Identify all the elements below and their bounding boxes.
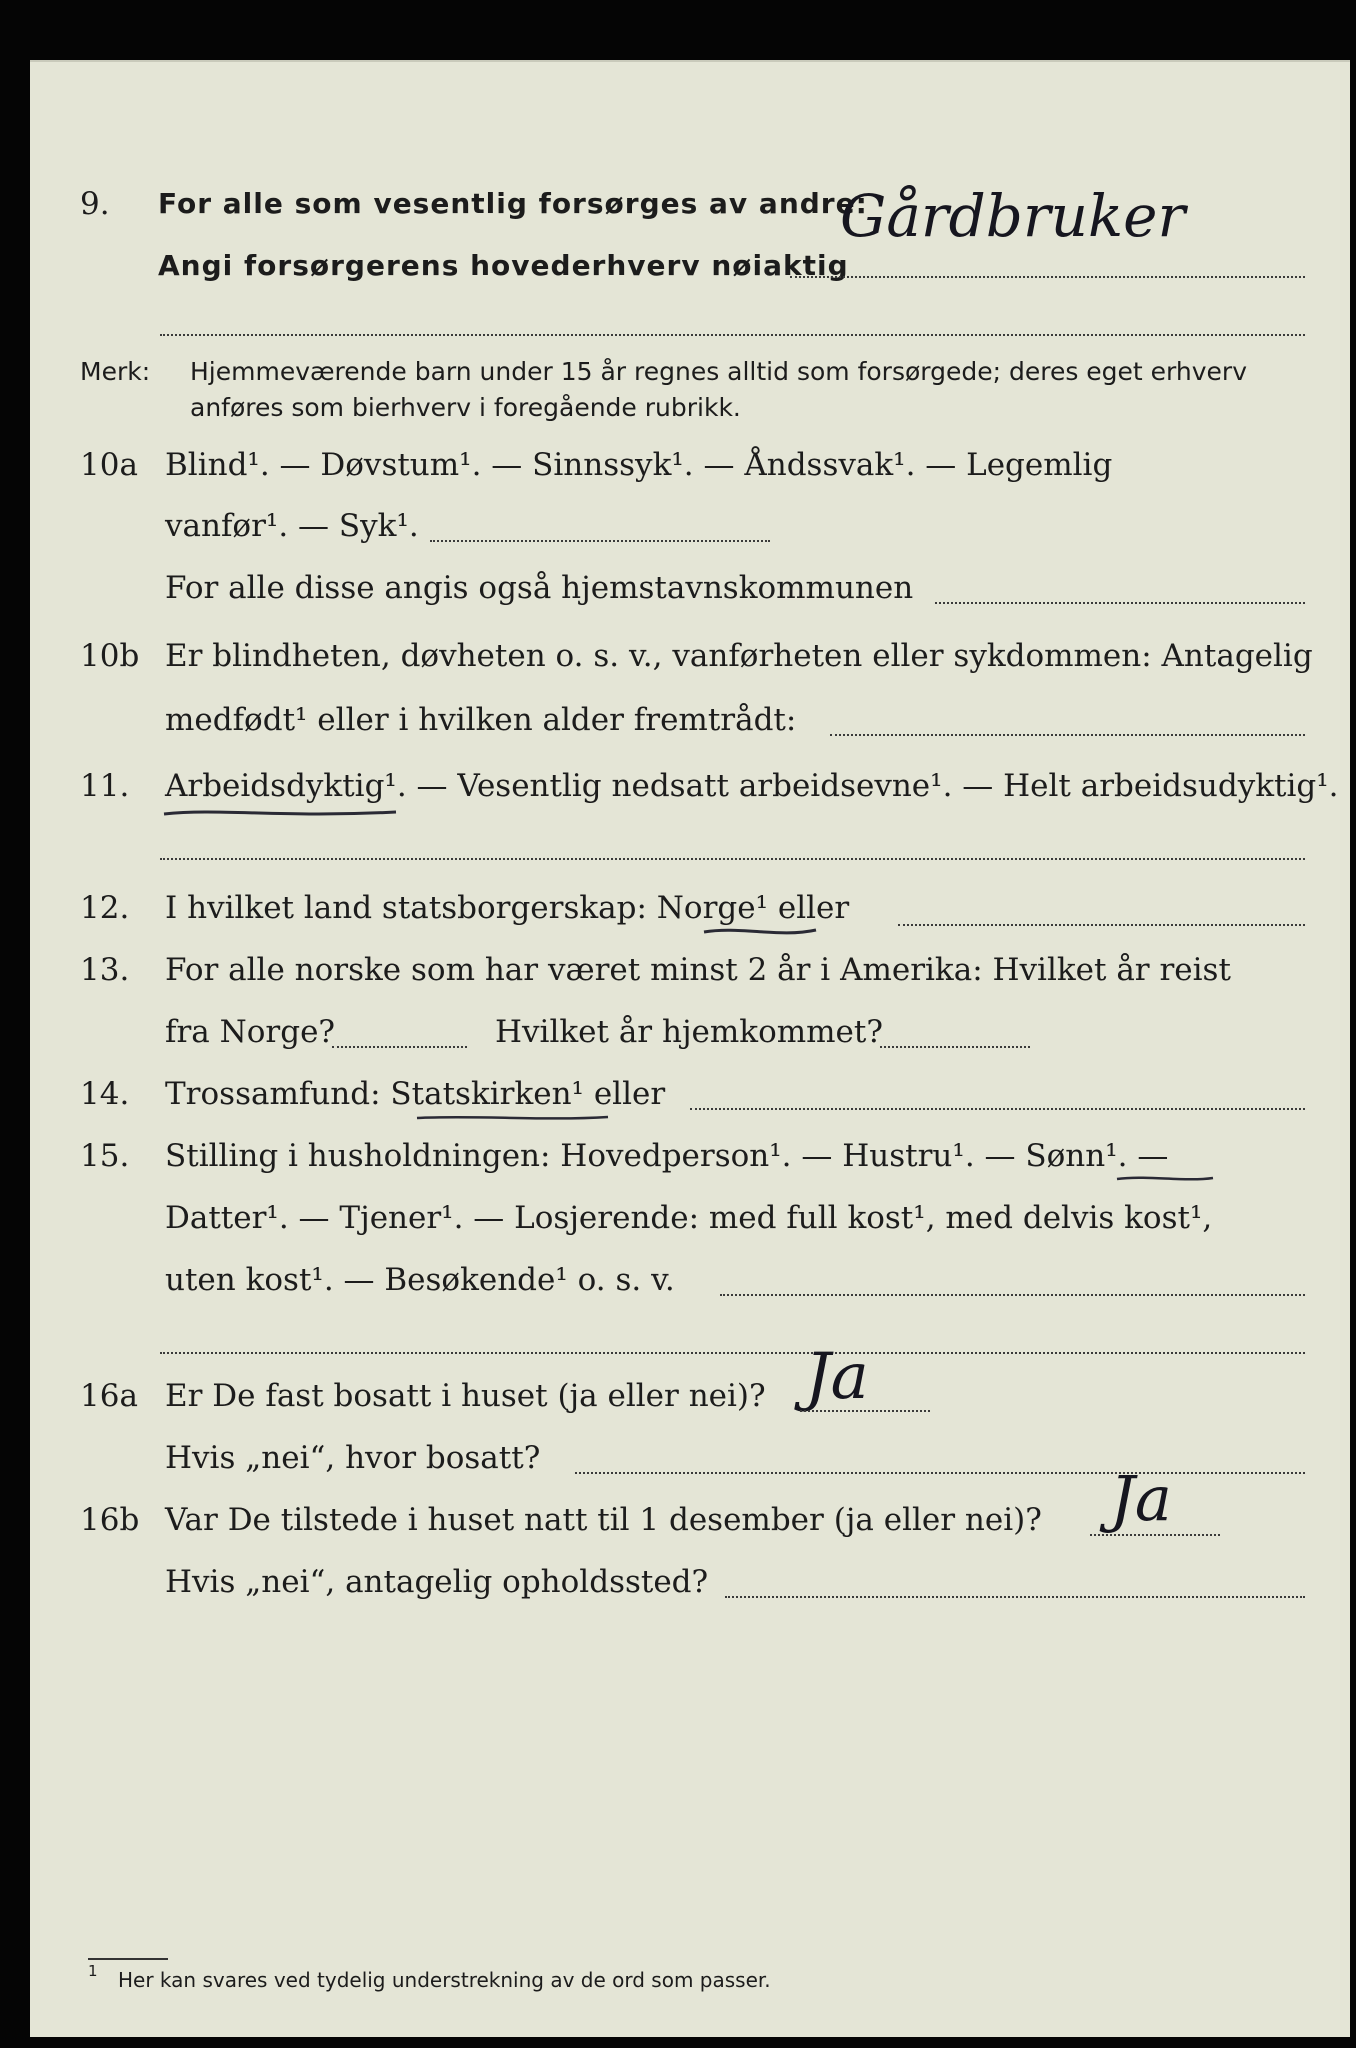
q14-handwritten-underline [415,1112,610,1126]
q10b-line-2: medfødt¹ eller i hvilken alder fremtrådt: [165,702,797,738]
q9-answer-handwritten: Gårdbruker [840,182,1186,250]
q10a-row-3 [30,560,1350,616]
q14-number: 14. [80,1076,130,1112]
q13-number: 13. [80,952,130,988]
q9-row-2 [30,238,1350,294]
q10b-row-1 [30,628,1350,684]
footnote [88,1962,771,1992]
q16b-opholdssted-field[interactable] [725,1596,1305,1598]
footnote-text: Her kan svares ved tydelig understrekning av de ord som passer. [118,1968,771,1992]
note-row-2 [30,388,1350,428]
q16b-answer-field[interactable] [1090,1534,1220,1536]
q13-line-2a: fra Norge? [165,1014,336,1050]
q14-trossamfund-field[interactable] [690,1108,1305,1110]
q11-number: 11. [80,768,130,804]
q10a-row-1 [30,437,1350,493]
q10b-row-2 [30,692,1350,748]
q11-line-1: Arbeidsdyktig¹. — Vesentlig nedsatt arbeidsevne¹. — Helt arbeidsudyktig¹. [165,768,1339,804]
q10a-line-3: For alle disse angis også hjemstavnskommunen [165,570,914,606]
q9-line-2: Angi forsørgerens hovederhverv nøiaktig [158,249,849,282]
q13-row-1 [30,942,1350,998]
q12-handwritten-underline [700,924,820,944]
q15-extra-field[interactable] [160,1352,1305,1354]
q16a-number: 16a [80,1378,138,1414]
q13-reist-field[interactable] [332,1046,467,1048]
q13-line-2b: Hvilket år hjemkommet? [495,1014,883,1050]
q9-number: 9. [80,186,110,222]
q16a-row-1 [30,1368,1350,1424]
q15-handwritten-underline [1115,1172,1215,1186]
q15-line-3: uten kost¹. — Besøkende¹ o. s. v. [165,1262,675,1298]
q11-handwritten-underline [160,804,400,824]
q14-line-1: Trossamfund: Statskirken¹ eller [165,1076,666,1112]
q16b-row-2 [30,1554,1350,1610]
q15-besokende-field[interactable] [720,1294,1305,1296]
q12-number: 12. [80,890,130,926]
q11-extra-field[interactable] [160,858,1305,860]
note-line-1: Hjemmeværende barn under 15 år regnes alltid som forsørgede; deres eget erhverv [190,357,1247,386]
q15-line-1: Stilling i husholdningen: Hovedperson¹. — Hustru¹. — Sønn¹. — [165,1138,1169,1174]
q16b-number: 16b [80,1502,140,1538]
q13-line-1: For alle norske som har været minst 2 år i Amerika: Hvilket år reist [165,952,1231,988]
q13-hjemkommet-field[interactable] [880,1046,1030,1048]
q14-row-1 [30,1066,1350,1122]
footnote-mark: 1 [88,1962,98,1980]
q15-number: 15. [80,1138,130,1174]
q16a-line-2: Hvis „nei“, hvor bosatt? [165,1440,541,1476]
q10a-number: 10a [80,447,138,483]
q16b-line-1: Var De tilstede i huset natt til 1 desember (ja eller nei)? [165,1502,1042,1538]
q9-line-1: For alle som vesentlig forsørges av andre: [158,187,868,220]
q16b-line-2: Hvis „nei“, antagelig opholdssted? [165,1564,709,1600]
q10b-alder-field[interactable] [830,734,1305,736]
q10a-hjemstavn-field[interactable] [935,602,1305,604]
census-form-page [30,60,1350,2037]
q12-country-field[interactable] [898,924,1305,926]
q16a-bosatt-field[interactable] [575,1472,1305,1474]
q15-row-2 [30,1190,1350,1246]
q10a-line-1: Blind¹. — Døvstum¹. — Sinnssyk¹. — Åndssvak¹. — Legemlig [165,447,1113,483]
q10a-line-2: vanfør¹. — Syk¹. [165,508,419,544]
q16a-answer-handwritten: Ja [805,1340,869,1414]
q13-row-2 [30,1004,1350,1060]
q9-answer-field[interactable] [790,276,1305,278]
note-line-2: anføres som bierhverv i foregående rubrikk. [190,393,741,422]
q12-row-1 [30,880,1350,936]
q16a-answer-field[interactable] [800,1410,930,1412]
note-row-1 [30,352,1350,392]
q10a-row-2 [30,498,1350,554]
q12-line-1: I hvilket land statsborgerskap: Norge¹ eller [165,890,850,926]
q10b-line-1: Er blindheten, døvheten o. s. v., vanførheten eller sykdommen: Antagelig [165,638,1313,674]
q10a-syk-field[interactable] [430,540,770,542]
note-label: Merk: [80,357,151,386]
q10b-number: 10b [80,638,140,674]
q15-row-3 [30,1252,1350,1308]
q9-extra-field[interactable] [160,334,1305,336]
q16a-line-1: Er De fast bosatt i huset (ja eller nei)? [165,1378,766,1414]
footnote-rule [88,1958,168,1960]
q15-line-2: Datter¹. — Tjener¹. — Losjerende: med full kost¹, med delvis kost¹, [165,1200,1213,1236]
q16b-answer-handwritten: Ja [1110,1462,1172,1535]
